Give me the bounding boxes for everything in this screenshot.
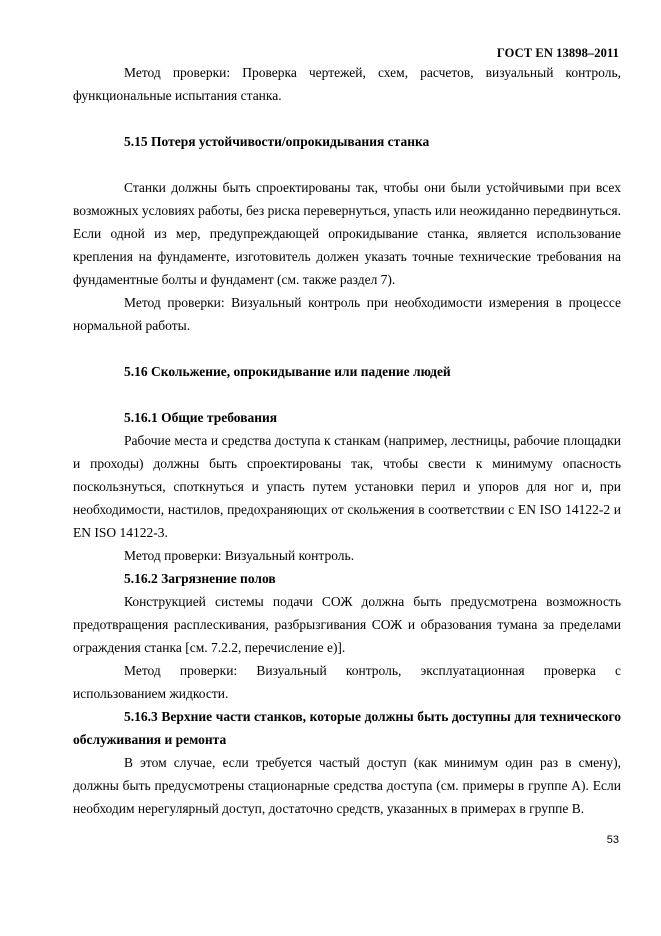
page-body <box>73 61 621 820</box>
paragraph-stability-method: Метод проверки: Визуальный контроль при необходимости измерения в процессе нормальной работы. <box>73 295 621 333</box>
section-heading-5-16-3: 5.16.3 Верхние части станков, которые должны быть доступны для технического обслуживания и ремонта <box>73 709 621 747</box>
paragraph-upper-parts: В этом случае, если требуется частый доступ (как минимум один раз в смену), должны быть предусмотрены стационарные средства доступа (см. примеры в группе А). Если необходим нерегулярный доступ, достаточно средств, указанных в примерах в группе В. <box>73 755 621 816</box>
paragraph-general-requirements: Рабочие места и средства доступа к станкам (например, лестницы, рабочие площадки и проходы) должны быть спроектированы так, чтобы свести к минимуму опасность поскользнуться, споткнуться и упасть путем установки перил и упоров для ног и, при необходимости, настилов, предохраняющих от скольжения в соответствии с EN ISO 14122-2 и EN ISO 14122-3. <box>73 433 621 540</box>
section-heading-5-16-2: 5.16.2 Загрязнение полов <box>124 571 276 586</box>
paragraph-floor-method: Метод проверки: Визуальный контроль, эксплуатационная проверка с использованием жидкости. <box>73 663 621 701</box>
section-heading-5-16-1: 5.16.1 Общие требования <box>124 410 278 425</box>
paragraph-method-check: Метод проверки: Проверка чертежей, схем, расчетов, визуальный контроль, функциональные испытания станка. <box>73 65 621 103</box>
paragraph-general-method: Метод проверки: Визуальный контроль. <box>124 548 355 563</box>
standard-header: ГОСТ EN 13898–2011 <box>496 46 619 60</box>
section-heading-5-16: 5.16 Скольжение, опрокидывание или падение людей <box>124 364 451 379</box>
section-heading-5-15: 5.15 Потеря устойчивости/опрокидывания станка <box>124 134 430 149</box>
paragraph-floor-contamination: Конструкцией системы подачи СОЖ должна быть предусмотрена возможность предотвращения расплескивания, разбрызгивания СОЖ и образования тумана за пределами ограждения станка [см. 7.2.2, перечисление е)]. <box>73 594 621 655</box>
paragraph-stability: Станки должны быть спроектированы так, чтобы они были устойчивыми при всех возможных условиях работы, без риска перевернуться, упасть или неожиданно передвинуться. Если одной из мер, предупреждающей опрокидывание станка, является использование крепления на фундаменте, изготовитель должен указать точные технические требования на фундаментные болты и фундамент (см. также раздел 7). <box>73 180 621 287</box>
page-number: 53 <box>606 834 619 846</box>
